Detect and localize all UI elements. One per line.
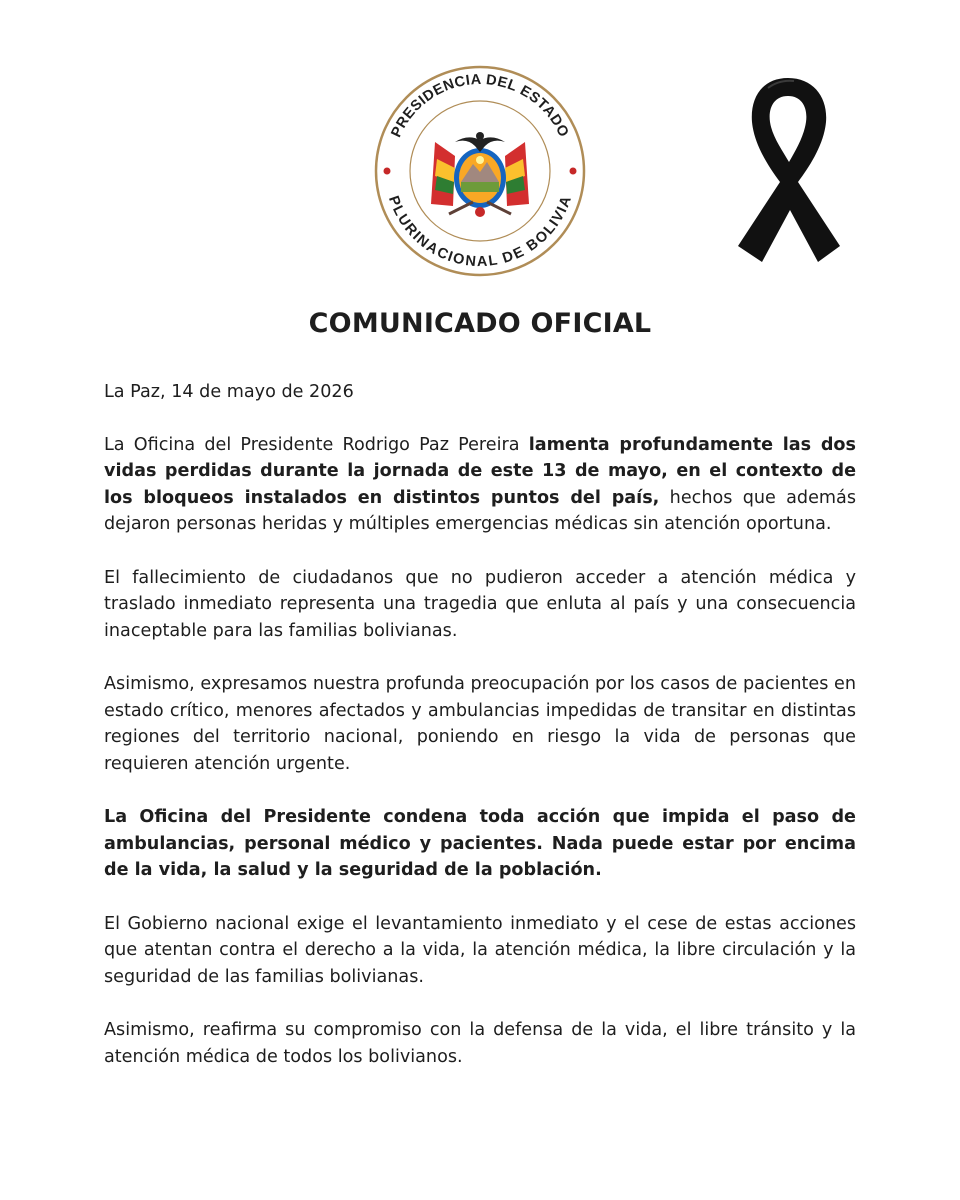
presidential-seal-logo: [373, 64, 587, 278]
paragraph-1-intro: La Oficina del Presidente Rodrigo Paz Pereira: [104, 434, 529, 455]
paragraph-1-end: hechos que además dejaron personas heridas y múltiples emergencias médicas sin atención oportuna.: [104, 487, 856, 534]
paragraph-3: Asimismo, expresamos nuestra profunda preocupación por los casos de pacientes en estado crítico, menores afectados y ambulancias impedidas de transitar en distintas regiones del territorio nacional, poniendo en riesgo la vida de personas que requieren atención urgente.: [104, 674, 856, 774]
seal-top-text: PRESIDENCIA DEL ESTADO: [388, 71, 572, 140]
communique-body: [104, 379, 856, 1070]
paragraph-1: [104, 432, 856, 538]
paragraph-4: [104, 804, 856, 884]
document-date: La Paz, 14 de mayo de 2026: [104, 382, 354, 402]
paragraph-4-bold: La Oficina del Presidente condena toda acción que impida el paso de ambulancias, personal médico y pacientes. Nada puede estar por encima de la vida, la salud y la seguridad de la población.: [104, 807, 856, 880]
paragraph-5: El Gobierno nacional exige el levantamiento inmediato y el cese de estas acciones que atentan contra el derecho a la vida, la atención médica, la libre circulación y la seguridad de las familias bolivianas.: [104, 913, 856, 987]
page-title: COMUNICADO OFICIAL: [308, 308, 652, 339]
black-mourning-ribbon-icon: [728, 70, 848, 270]
paragraph-1-bold: lamenta profundamente las dos vidas perdidas durante la jornada de este 13 de mayo, en el contexto de los bloqueos instalados en distintos puntos del país,: [104, 434, 856, 508]
seal-bottom-text: PLURINACIONAL DE BOLIVIA: [385, 193, 575, 270]
paragraph-6: Asimismo, reafirma su compromiso con la defensa de la vida, el libre tránsito y la atención médica de todos los bolivianos.: [104, 1020, 856, 1067]
paragraph-2: El fallecimiento de ciudadanos que no pudieron acceder a atención médica y traslado inmediato representa una tragedia que enluta al país y una consecuencia inaceptable para las familias bolivianas.: [104, 567, 856, 641]
